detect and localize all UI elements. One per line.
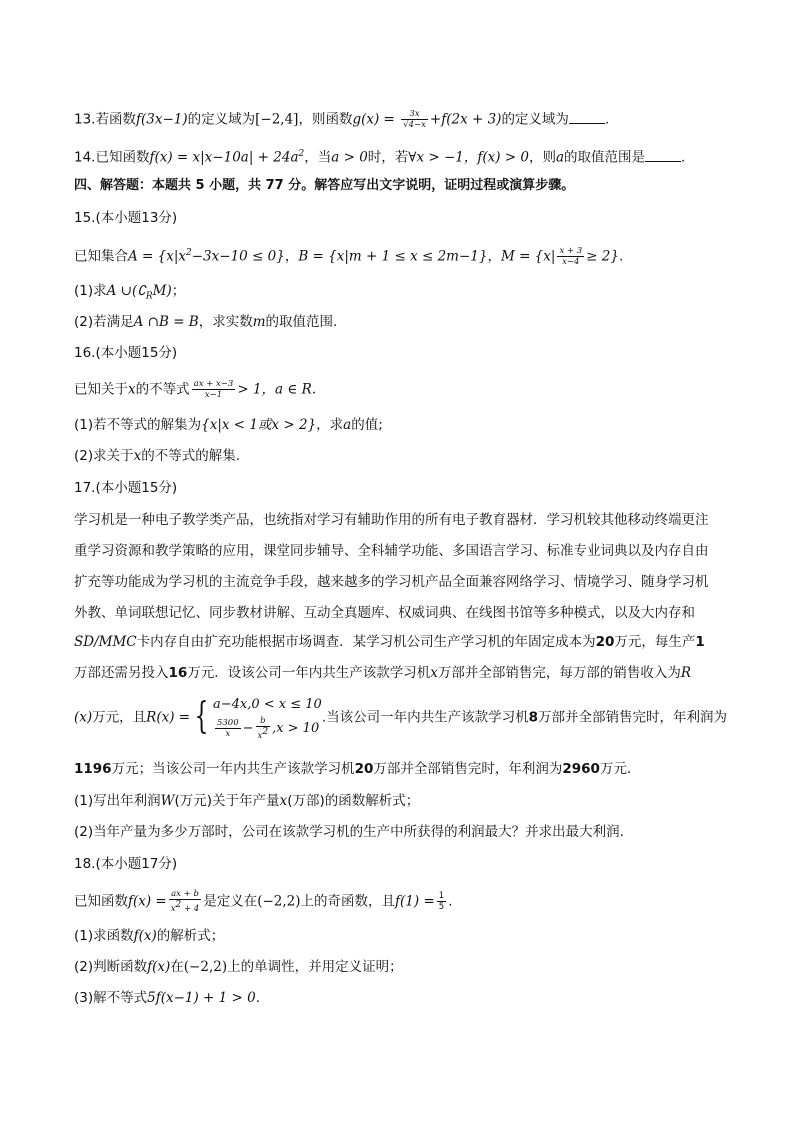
question-18-header: 18.(本小题17分): [74, 856, 178, 872]
question-15-part-1: (1)求A $\cup(∁_RM)$；: [74, 283, 186, 302]
brace-symbol: {: [194, 696, 209, 738]
question-17-paragraph: 学习机是一种电子教学类产品，也统指对学习有辅助作用的所有电子教育器材．学习机较其他移动终端更注重学习资源和教学策略的应用，课堂同步辅导、全科辅学功能、多国语言学习、标准专业词典以及内存自由扩充等功能成为学习机的主流竞争手段，越来越多的学习机产品全面兼容网络学习、情境学习、随身学习机外教、单词联想记忆、同步教材讲解、互动全真题库、权威词典、在线图书馆等多种模式，以及大内存和: [74, 512, 709, 621]
q16-fraction: $\frac{ax + x-3}{x-1}$: [193, 379, 234, 400]
q15-fraction: $\frac{x + 3}{x-4}$: [559, 246, 583, 267]
question-16-part-1: (1)若不等式的解集为{x|x < 1或x > 2}，求a的值;: [74, 417, 383, 433]
section-heading: 四、解答题：本题共 5 小题，共 77 分。解答应写出文字说明，证明过程或演算步骤。: [74, 178, 575, 193]
question-16-header: 16.(本小题15分): [74, 345, 178, 361]
q18-value-fraction: $\frac{1}{5}$: [438, 890, 445, 912]
question-18-part-2: (2)判断函数f(x)在(−2,2)上的单调性，并用定义证明；: [74, 959, 403, 975]
question-17-header: 17.(本小题15分): [74, 480, 178, 496]
question-18-part-1: (1)求函数f(x)的解析式；: [74, 928, 225, 944]
q13-fraction: $\frac{3x}{√4-x}$: [403, 109, 426, 130]
question-16-stem: 已知关于x的不等式 $\frac{ax + x-3}{x-1}$ > 1，a ∈ R.: [74, 379, 317, 400]
question-15-stem: 已知集合$A = \{x|x^2-3x-10 \le 0\}$，B = {x|m + 1 ≤ x ≤ 2m−1}，M = {x| $\frac{x + 3}{x-4}$ ≥ 2}.: [74, 246, 624, 267]
question-18-stem: 已知函数f(x) = $\frac{ax + b}{x^2 + 4}$ 是定义在(−2,2)上的奇函数，且f(1) = $\frac{1}{5}$ .: [74, 889, 453, 914]
question-17-part-1: (1)写出年利润W(万元)关于年产量x(万部)的函数解析式；: [74, 793, 420, 809]
question-15-header: 15.(本小题13分): [74, 210, 178, 226]
question-18-part-3: (3)解不等式5f(x−1) + 1 > 0.: [74, 990, 261, 1006]
question-17-piecewise-line: (x)万元，且R(x) = { a−4x,0 < x ≤ 10 $\frac{5300}{x}$ − $\frac{b}{x^2}$ ,x > 10 .当该公司一年内共生产该款学习机8万部并全部销售完时，年利润为: [74, 694, 727, 741]
question-17-part-2: (2)当年产量为多少万部时，公司在该款学习机的生产中所获得的利润最大？并求出最大利润.: [74, 824, 624, 840]
question-15-part-2: (2)若满足A ∩B = B，求实数m的取值范围.: [74, 314, 338, 330]
answer-blank: [569, 111, 605, 124]
question-17-line-5: SD/MMC卡内存自由扩充功能根据市场调查．某学习机公司生产学习机的年固定成本为20万元，每生产1: [74, 634, 705, 650]
question-14: 14.已知函数$f(x) = x|x-10a| + 24a^2$，当a > 0时，若∀x > −1，f(x) > 0，则a的取值范围是 .: [74, 149, 686, 166]
question-13: 13.若函数f(3x−1)的定义域为[−2,4]，则函数g(x) = $\frac{3x}{√4-x}$ +f(2x + 3)的定义域为 .: [74, 109, 610, 130]
q18-fraction: $\frac{ax + b}{x^2 + 4}$: [170, 889, 200, 914]
piecewise-function: a−4x,0 < x ≤ 10 $\frac{5300}{x}$ − $\frac{b}{x^2}$ ,x > 10: [212, 697, 322, 741]
question-16-part-2: (2)求关于x的不等式的解集.: [74, 448, 241, 464]
answer-blank: [645, 149, 681, 162]
question-17-line-6: 万部还需另投入16万元．设该公司一年内共生产该款学习机x万部并全部销售完，每万部的销售收入为R: [74, 665, 692, 681]
question-17-line-8: 1196万元；当该公司一年内共生产该款学习机20万部并全部销售完时，年利润为2960万元．: [74, 761, 641, 777]
